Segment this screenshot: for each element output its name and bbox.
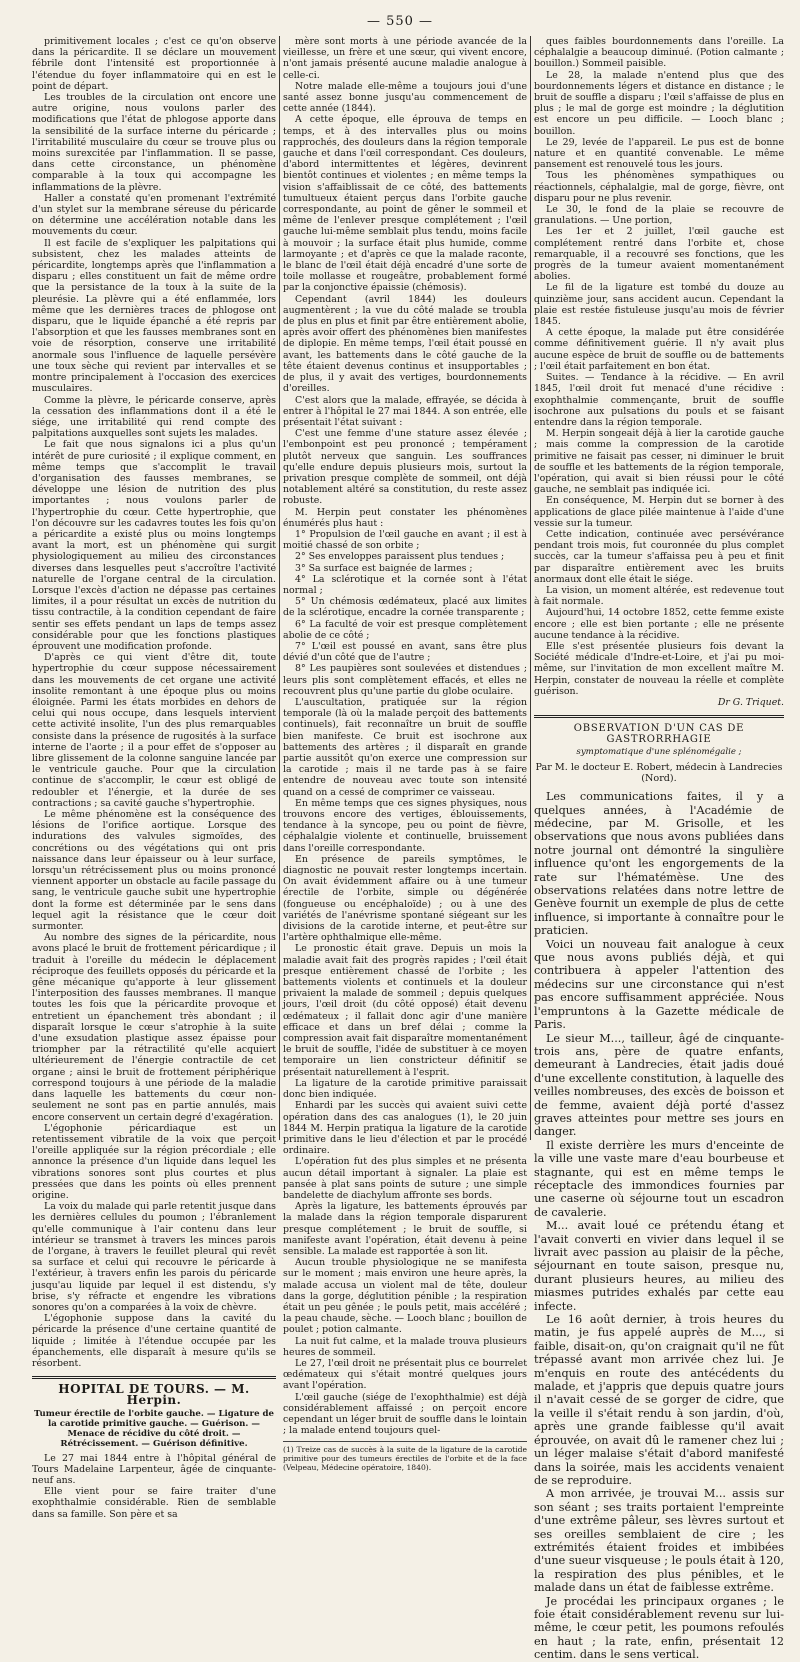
paragraph: Le 28, la malade n'entend plus que des bourdonnements légers et distance en distance ; le bruit de souffle a disparu ; l'œil s'affaisse de plus en plus ; le mal de gorge est moindre ; la déglutition est encore un peu difficile. — Looch blanc ; bouillon. [534, 69, 784, 137]
paragraph: C'est alors que la malade, effrayée, se décida à entrer à l'hôpital le 27 mai 1844. A son entrée, elle présentait l'état suivant : [283, 394, 527, 428]
paragraph: primitivement locales ; c'est ce qu'on observe dans la péricardite. Il se déclare un mouvement fébrile dont l'intensité est proportionnée à l'étendue du foyer inflammatoire qui en est le point de départ. [32, 36, 276, 92]
paragraph: L'auscultation, pratiquée sur la région temporale (là où la malade perçoit des battements continuels), fait reconnaître un bruit de souffle bien manifeste. Ce bruit est isochrone aux battements des artères ; il disparaît en grande partie aussitôt qu'on exerce une compression sur la carotide ; mais il ne tarde pas à se faire entendre de nouveau avec toute son intensité quand on a cessé de comprimer ce vaisseau. [283, 696, 527, 798]
paragraph: 7° L'œil est poussé en avant, sans être plus dévié d'un côté que de l'autre ; [283, 640, 527, 664]
paragraph: La nuit fut calme, et la malade trouva plusieurs heures de sommeil. [283, 1335, 527, 1358]
paragraph: A cette époque, elle éprouva de temps en temps, et à des intervalles plus ou moins rapprochés, des douleurs dans la région temporale gauche et dans l'œil correspondant. Ces douleurs, d'abord intermittentes et légères, devinrent bientôt continues et violentes ; en même temps la vision s'affaiblissait de ce côté, des battements tumultueux étaient perçus dans l'orbite gauche correspondante, au point de gêner le sommeil et même de l'enlever presque complétement ; l'œil gauche lui-même semblait plus tendu, moins facile à mouvoir ; la surface était plus humide, comme larmoyante ; et d'après ce que la malade raconte, le blanc de l'œil était déjà encadré d'une sorte de toile mollasse et rougeâtre, probablement formé par la conjonctive épaissie (chémosis). [283, 114, 527, 294]
paragraph: La voix du malade qui parle retentit jusque dans les dernières cellules du poumon ; l'ébranlement qu'elle communique à l'air contenu dans leur intérieur se transmet à travers les minces parois de l'organe, à travers le feuillet pleural qui revêt sa surface et celui qui recouvre le péricarde à l'extérieur, à travers enfin les parois du péricarde jusqu'au liquide par lequel il est distendu, s'y brise, s'y réfracte et engendre les vibrations sonores qu'on a comparées à la voix de chèvre. [32, 1201, 276, 1313]
column-middle [283, 36, 527, 1473]
case-outcome [534, 36, 784, 697]
paragraph: Comme la plèvre, le péricarde conserve, après la cessation des inflammations dont il a été le siége, une irritabilité qui rend compte des palpitations auxquelles sont sujets les malades. [32, 394, 276, 440]
paragraph: En présence de pareils symptômes, le diagnostic ne pouvait rester longtemps incertain. On avait évidemment affaire ou à une tumeur érectile de l'orbite, simple ou dégénérée (fongueuse ou encéphaloïde) ; ou à une des variétés de l'anévrisme spontané siégeant sur les divisions de la carotide interne, et peut-être sur l'artère ophthalmique elle-même. [283, 853, 527, 944]
paragraph: Le fil de la ligature est tombé du douze au quinzième jour, sans accident aucun. Cependant la plaie est restée fistuleuse jusqu'au mois de février 1845. [534, 282, 784, 328]
paragraph: Le 27 mai 1844 entre à l'hôpital général de Tours Madelaine Larpenteur, âgée de cinquante-neuf ans. [32, 1452, 276, 1486]
paragraph: Aujourd'hui, 14 octobre 1852, cette femme existe encore ; elle est bien portante ; elle ne présente aucune tendance à la récidive. [534, 607, 784, 641]
paragraph: Le même phénomène est la conséquence des lésions de l'orifice aortique. Lorsque des indurations des valvules sigmoïdes, des concrétions ou des végétations qui ont pris naissance dans leur épaisseur ou à leur surface, lorsqu'un rétrécissement plus ou moins prononcé viennent apporter un obstacle au facile passage du sang, le ventricule gauche subit une hypertrophie dont la forme est déterminée par le sens dans lequel agit la résistance que le cœur doit surmonter. [32, 809, 276, 933]
paragraph: Le pronostic était grave. Depuis un mois la maladie avait fait des progrès rapides ; l'œil était presque entièrement chassé de l'orbite ; les battements violents et continuels et la douleur privaient la malade de sommeil ; depuis quelques jours, l'œil droit (du côté opposé) était devenu œdémateux ; il fallait donc agir d'une manière efficace et dans un bref délai ; comme la compression avait fait disparaître momentanément le bruit de souffle, l'idée de substituer à ce moyen temporaire un lien constricteur définitif se présentait naturellement à l'esprit. [283, 943, 527, 1078]
paragraph: Au nombre des signes de la péricardite, nous avons placé le bruit de frottement péricardique ; il traduit à l'oreille du médecin le déplacement réciproque des feuillets opposés du péricarde et la gêne mécanique qu'apporte à leur glissement l'interposition des fausses membranes. Il manque toutes les fois que la péricardite provoque et entretient un épanchement très abondant ; il disparaît lorsque le cœur s'atrophie à la suite d'une exsudation plastique assez épaisse pour triompher par la rétractilité qu'elle acquiert ultérieurement de l'énergie contractile de cet organe ; ainsi le bruit de frottement périphérique correspond toujours à une période de la maladie dans laquelle les battements du cœur non-seulement ne sont pas en partie annulés, mais encore conservent un certain degré d'exagération. [32, 932, 276, 1123]
paragraph: C'est une femme d'une stature assez élevée ; l'embonpoint est peu prononcé ; tempérament plutôt nerveux que sanguin. Les souffrances qu'elle endure depuis plusieurs mois, surtout la privation presque complète de sommeil, ont déjà notablement altéré sa constitution, du reste assez robuste. [283, 428, 527, 507]
paragraph: Le 16 août dernier, à trois heures du matin, je fus appelé auprès de M..., si faible, disait-on, qu'on craignait qu'il ne fût trépassé avant mon arrivée chez lui. Je m'enquis en route des antécédents du malade, et j'appris que depuis quatre jours il n'avait cessé de se gorger de cidre, que la veille il s'était rendu à son jardin, d'où, après une grande faiblesse qu'il avait éprouvée, on avait dû le ramener chez lui ; un léger malaise s'était d'abord manifesté dans la soirée, mais les accidents venaient de se reproduire. [534, 1313, 784, 1487]
paragraph: 5° Un chémosis œdémateux, placé aux limites de la sclérotique, encadre la cornée transparente ; [283, 596, 527, 619]
paragraph: Cette indication, continuée avec persévérance pendant trois mois, fut couronnée du plus complet succès, car la tumeur s'affaissa peu à peu et finit par disparaître entièrement avec les bruits anormaux dont elle était le siége. [534, 528, 784, 585]
case-text [32, 1453, 276, 1520]
paragraph: La ligature de la carotide primitive paraissait donc bien indiquée. [283, 1077, 527, 1101]
paragraph: Notre malade elle-même a toujours joui d'une santé assez bonne jusqu'au commencement de cette année (1844). [283, 80, 527, 115]
paragraph: Enhardi par les succès qui avaient suivi cette opération dans des cas analogues (1), le 20 juin 1844 M. Herpin pratiqua la ligature de la carotide primitive dans le lieu d'élection et par le procédé ordinaire. [283, 1100, 527, 1157]
paragraph: Les 1er et 2 juillet, l'œil gauche est complétement rentré dans l'orbite et, chose remarquable, il a recouvré ses fonctions, que les progrès de la tumeur avaient momentanément abolies. [534, 226, 784, 283]
paragraph: L'œil gauche (siége de l'exophthalmie) est déjà considérablement affaissé ; on perçoit encore cependant un léger bruit de souffle dans le lointain ; la malade entend toujours quel- [283, 1391, 527, 1437]
paragraph: mère sont morts à une période avancée de la vieillesse, un frère et une sœur, qui vivent encore, n'ont jamais présenté aucune maladie analogue à celle-ci. [283, 36, 527, 81]
paragraph: La vision, un moment altérée, est redevenue tout à fait normale. [534, 584, 784, 608]
paragraph: Le sieur M..., tailleur, âgé de cinquante-trois ans, père de quatre enfants, demeurant à Landrecies, était jadis doué d'une excellente constitution, à laquelle des veilles nombreuses, des excès de boisson et de femme, avaient déjà porté d'assez graves atteintes pour mettre ses jours en danger. [534, 1031, 784, 1139]
paragraph: Cependant (avril 1844) les douleurs augmentèrent ; la vue du côté malade se troubla de plus en plus et finit par être entièrement abolie, après avoir offert des phénomènes bien manifestes de diplopie. En même temps, l'œil était poussé en avant, les battements dans le côté gauche de la tête étaient devenus continus et insupportables ; de plus, il y avait des vertiges, bourdonnements d'oreilles. [283, 293, 527, 395]
paragraph: Elle s'est présentée plusieurs fois devant la Société médicale d'Indre-et-Loire, et j'ai pu moi-même, sur l'invitation de mon excellent maître M. Herpin, constater de nouveau la réelle et complète guérison. [534, 640, 784, 697]
paragraph: L'égophonie péricardiaque est un retentissement vibratile de la voix que perçoit l'oreille appliquée sur la région précordiale ; elle annonce la présence d'un liquide dans lequel les vibrations sonores sont plus courtes et plus pressées que dans les points où elles prennent origine. [32, 1122, 276, 1201]
paragraph: A cette époque, la malade put être considérée comme définitivement guérie. Il n'y avait plus aucune espèce de bruit de souffle ou de battements ; l'œil était parfaitement en bon état. [534, 327, 784, 372]
pericarditis-text [32, 36, 276, 1369]
paragraph: Je procédai les principaux organes ; le foie était considérablement revenu sur lui-même, le cœur petit, les poumons refoulés en haut ; la rate, enfin, présentait 12 centim. dans le sens vertical. [534, 1594, 784, 1662]
paragraph: Après la ligature, les battements éprouvés par la malade dans la région temporale disparurent presque complétement ; le bruit de souffle, si manifeste avant l'opération, était devenu à peine sensible. La malade est rapportée à son lit. [283, 1201, 527, 1257]
section-subtitle: Tumeur érectile de l'orbite gauche. — Ligature de la carotide primitive gauche. — Guérison. — Menace de récidive du côté droit. — Rétrécissement. — Guérison définitive. [33, 1408, 275, 1449]
footnote: (1) Treize cas de succès à la suite de la ligature de la carotide primitive pour des tumeurs érectiles de l'orbite et de la face (Velpeau, Médecine opératoire, 1840). [283, 1441, 527, 1472]
paragraph: 1° Propulsion de l'œil gauche en avant ; il est à moitié chassé de son orbite ; [283, 528, 527, 552]
section-rule [32, 1376, 276, 1379]
section-title-hopital-tours: HOPITAL DE TOURS. — M. Herpin. [58, 1382, 250, 1408]
page-number: — 550 — [366, 14, 434, 29]
paragraph: 4° La sclérotique et la cornée sont à l'état normal ; [283, 573, 527, 596]
paragraph: Le 27, l'œil droit ne présentait plus ce bourrelet œdémateux qui s'était montré quelques jours avant l'opération. [283, 1357, 527, 1392]
section-title-gastrorrhagie: OBSERVATION D'UN CAS DE GASTRORRHAGIE [573, 723, 745, 746]
paragraph: Les troubles de la circulation ont encore une autre origine, nous voulons parler des modifications que l'état de phlogose apporte dans la sensibilité de la surface interne du péricarde ; l'irritabilité musculaire du cœur se trouve plus ou moins surexcitée par l'inflammation. Il se passe, dans cette circonstance, un phénomène comparable à la toux qui accompagne les inflammations de la plèvre. [32, 92, 276, 193]
paragraph: M. Herpin peut constater les phénomènes énumérés plus haut : [283, 506, 527, 529]
section-rule [534, 715, 784, 718]
paragraph: A mon arrivée, je trouvai M... assis sur son séant ; ses traits portaient l'empreinte d'une extrême pâleur, ses lèvres surtout et ses oreilles semblaient de cire ; les extrémités étaient froides et imbibées d'une sueur visqueuse ; le pouls était à 120, la respiration des plus pénibles, et le malade dans un état de faiblesse extrême. [534, 1487, 784, 1595]
paragraph: Le fait que nous signalons ici a plus qu'un intérêt de pure curiosité ; il explique comment, en même temps que s'accomplit le travail d'organisation des fausses membranes, se développe une lésion de nutrition des plus importantes ; nous voulons parler de l'hypertrophie du cœur. Cette hypertrophie, que l'on découvre sur les cadavres toutes les fois qu'on a péricardite a existé plus ou moins longtemps avant la mort, est un phénomène qui surgit physiologiquement au milieu des circonstances diverses dans lesquelles peut s'accroître l'activité naturelle de l'organe central de la circulation. Lorsque l'excès d'action ne dépasse pas certaines limites, il a pour résultat un excès de nutrition du tissu contractile, à la condition cependant de faire sentir ses effets pendant un laps de temps assez considérable pour que les fonctions plastiques éprouvent une modification profonde. [32, 439, 276, 652]
paragraph: 2° Ses enveloppes paraissent plus tendues ; [295, 551, 505, 563]
paragraph: Suites. — Tendance à la récidive. — En avril 1845, l'œil droit fut menacé d'une récidive : exophthalmie commençante, bruit de souffle isochrone aux pulsations du pouls et se faisant entendre dans la région temporale. [534, 372, 784, 428]
paragraph: 8° Les paupières sont soulevées et distendues ; leurs plis sont complètement effacés, et elles ne recouvrent plus qu'une partie du globe oculaire. [283, 663, 527, 697]
paragraph: Il est facile de s'expliquer les palpitations qui subsistent, chez les malades atteints de péricardite, longtemps après que l'inflammation a disparu ; elles constituent un fait de même ordre que la persistance de la toux à la suite de la pleurésie. La plèvre qui a été enflammée, lors même que les dernières traces de phlogose ont disparu, que le liquide épanché a été repris par l'absorption et que les fausses membranes sont en voie de résorption, conserve une irritabilité anormale sous l'influence de laquelle persévère une toux sèche qui revient par intervalles et se montre principalement à l'occasion des exercices musculaires. [32, 237, 276, 395]
paragraph: D'après ce qui vient d'être dit, toute hypertrophie du cœur suppose nécessairement dans les mouvements de cet organe une activité insolite remontant à une époque plus ou moins éloignée. Parmi les états morbides en dehors de celui qui nous occupe, dans lesquels intervient cette activité insolite, l'un des plus remarquables consiste dans la présence de rugosités à la surface interne de l'aorte ; il a pour effet de s'opposer au libre glissement de la colonne sanguine lancée par le ventricule gauche. Pour que la circulation continue de s'accomplir, le cœur est obligé de redoubler et l'énergie, et la durée de ses contractions ; sa cavité gauche s'hypertrophie. [32, 652, 276, 809]
paragraph: ques faibles bourdonnements dans l'oreille. La céphalalgie a beaucoup diminué. (Potion calmante ; bouillon.) Sommeil paisible. [534, 36, 784, 70]
paragraph: Voici un nouveau fait analogue à ceux que nous avons publiés déjà, et qui contribuera à appeler l'attention des médecins sur une circonstance qui n'est pas encore suffisamment appréciée. Nous l'empruntons à la Gazette médicale de Paris. [534, 937, 784, 1032]
byline: Par M. le docteur E. Robert, médecin à Landrecies (Nord). [535, 761, 783, 784]
paragraph: 3° Sa surface est baignée de larmes ; [295, 562, 473, 574]
paragraph: Haller a constaté qu'en promenant l'extrémité d'un stylet sur la membrane séreuse du péricarde on détermine une accélération notable dans les mouvements du cœur. [32, 192, 276, 238]
paragraph: En même temps que ces signes physiques, nous trouvons encore des vertiges, éblouissements, tendance à la syncope, peu ou point de fièvre, céphalalgie violente et continuelle, bruissement dans l'oreille correspondante. [283, 797, 527, 854]
author-signature: Dr G. Triquet. [717, 696, 784, 708]
paragraph: L'égophonie suppose dans la cavité du péricarde la présence d'une certaine quantité de liquide ; limitée à l'étendue occupée par les épanchements, elle disparaît à mesure qu'ils se résorbent. [32, 1313, 276, 1369]
paragraph: M... avait loué ce prétendu étang et l'avait converti en vivier dans lequel il se livrait avec passion au plaisir de la pêche, séjournant en toute saison, presque nu, durant plusieurs heures, au milieu des miasmes putrides exhalés par cette eau infecte. [534, 1219, 784, 1313]
paragraph: Le 29, levée de l'appareil. Le pus est de bonne nature et en quantité convenable. Le même pansement est renouvelé tous les jours. [534, 136, 784, 171]
observation-text [534, 790, 784, 1661]
column-left [32, 36, 276, 1520]
column-divider [279, 36, 280, 1140]
paragraph: Les communications faites, il y a quelques années, à l'Académie de médecine, par M. Grisolle, et les observations que nous avons publiées dans notre journal ont démontré la singulière influence qu'ont les engorgements de la rate sur l'hématémèse. Une des observations relatées dans notre lettre de Genève fournit un exemple de plus de cette influence, si importante à connaître pour le praticien. [534, 790, 784, 938]
case-continuation [283, 36, 527, 1436]
paragraph: Aucun trouble physiologique ne se manifesta sur le moment ; mais environ une heure après, la malade accusa un violent mal de tête, douleur dans la gorge, déglutition pénible ; la respiration était un peu gênée ; le pouls petit, mais accéléré ; la peau chaude, sèche. — Looch blanc ; bouillon de poulet ; potion calmante. [283, 1257, 527, 1336]
paragraph: L'opération fut des plus simples et ne présenta aucun détail important à signaler. La plaie est pansée à plat sans points de suture ; une simple bandelette de diachylum affronte ses bords. [283, 1156, 527, 1201]
paragraph: Tous les phénomènes sympathiques ou réactionnels, céphalalgie, mal de gorge, fièvre, ont disparu pour ne plus revenir. [534, 170, 784, 204]
paragraph: 6° La faculté de voir est presque complètement abolie de ce côté ; [283, 618, 527, 641]
paragraph: Elle vient pour se faire traiter d'une exophthalmie considérable. Rien de semblable dans sa famille. Son père et sa [32, 1486, 276, 1520]
paragraph: Le 30, le fond de la plaie se recouvre de granulations. — Une portion, [534, 204, 784, 227]
paragraph: M. Herpin songeait déjà à lier la carotide gauche ; mais comme la compression de la carotide primitive ne faisait pas cesser, ni diminuer le bruit de souffle et les battements de la région temporale, l'opération, qui avait si bien réussi pour le côté gauche, ne semblait pas indiquée ici. [534, 428, 784, 496]
paragraph: Il existe derrière les murs d'enceinte de la ville une vaste mare d'eau bourbeuse et stagnante, qui est en même temps le réceptacle des immondices fournies par une caserne où séjourne tout un escadron de cavalerie. [534, 1138, 784, 1219]
section-subtitle: symptomatique d'une splénomégalie ; [576, 746, 742, 757]
paragraph: En conséquence, M. Herpin dut se borner à des applications de glace pilée maintenue à l'aide d'une vessie sur la tumeur. [534, 495, 784, 529]
column-divider [530, 36, 531, 1140]
column-right [534, 36, 784, 1662]
